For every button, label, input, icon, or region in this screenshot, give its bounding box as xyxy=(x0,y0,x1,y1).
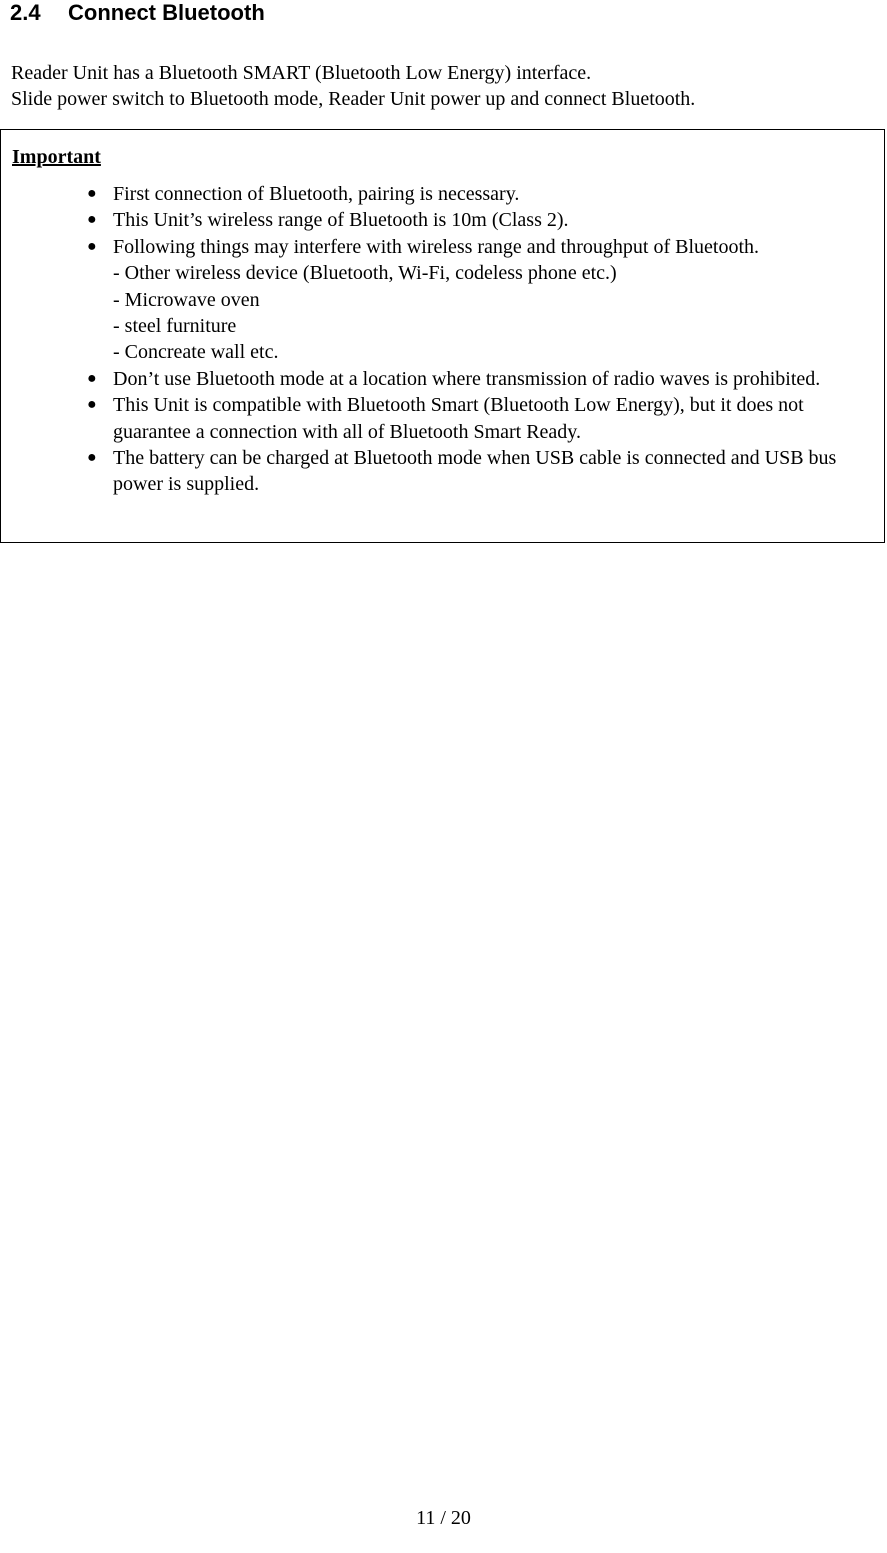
bullet-icon: ● xyxy=(87,369,97,387)
sub-item: - Other wireless device (Bluetooth, Wi-Fi, codeless phone etc.) xyxy=(113,262,617,285)
intro-line: Reader Unit has a Bluetooth SMART (Bluetooth Low Energy) interface. xyxy=(11,62,592,84)
list-item xyxy=(1,181,881,207)
sub-item: - Concreate wall etc. xyxy=(113,341,279,364)
list-item-text: The battery can be charged at Bluetooth mode when USB cable is connected and USB bus power is supplied. xyxy=(113,447,837,496)
sub-item: - steel furniture xyxy=(113,315,237,338)
bullet-icon: ● xyxy=(87,237,97,255)
list-item xyxy=(1,234,881,366)
list-item-text: Following things may interfere with wireless range and throughput of Bluetooth. xyxy=(113,235,759,258)
list-item-text: This Unit’s wireless range of Bluetooth is 10m (Class 2). xyxy=(113,209,569,232)
important-title: Important xyxy=(12,146,101,168)
section-heading xyxy=(10,0,265,26)
bullet-icon: ● xyxy=(87,449,97,467)
page-number: 11 / 20 xyxy=(416,1507,471,1529)
intro-line: Slide power switch to Bluetooth mode, Reader Unit power up and connect Bluetooth. xyxy=(11,88,696,110)
list-item-text: First connection of Bluetooth, pairing is necessary. xyxy=(113,183,520,205)
list-item xyxy=(1,392,881,445)
section-number: 2.4 xyxy=(10,0,41,25)
section-title: Connect Bluetooth xyxy=(68,0,265,25)
important-box xyxy=(0,129,885,543)
bullet-icon: ● xyxy=(87,211,97,229)
bullet-icon: ● xyxy=(87,185,97,202)
important-list xyxy=(1,181,881,498)
list-item-text: This Unit is compatible with Bluetooth Smart (Bluetooth Low Energy), but it does not guarantee a connection with all of Bluetooth Smart Ready. xyxy=(113,394,804,443)
list-item xyxy=(1,207,881,233)
list-item xyxy=(1,366,881,392)
intro-paragraph xyxy=(11,60,881,112)
list-item xyxy=(1,445,881,498)
list-item-text: Don’t use Bluetooth mode at a location where transmission of radio waves is prohibited. xyxy=(113,367,821,390)
bullet-icon: ● xyxy=(87,396,97,414)
sub-item: - Microwave oven xyxy=(113,288,260,311)
